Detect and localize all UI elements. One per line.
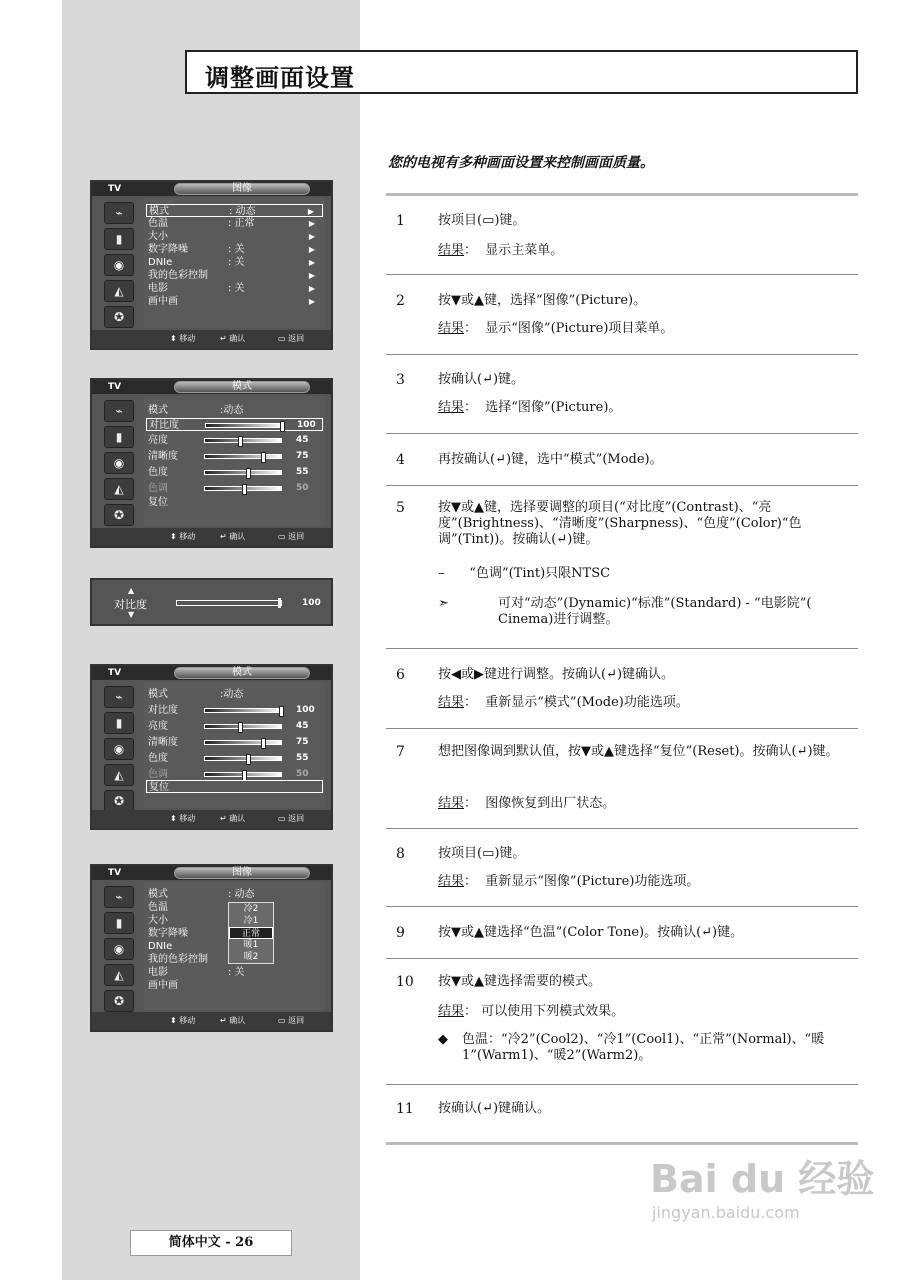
slider-value: 45 bbox=[296, 721, 309, 731]
osd-picture-menu bbox=[90, 180, 333, 350]
slider-label: 色调 bbox=[148, 769, 168, 780]
channel-icon: ◭ bbox=[104, 478, 134, 500]
osd-row[interactable]: 大小 ▶ bbox=[148, 231, 315, 242]
setup-icon: ✪ bbox=[104, 306, 134, 328]
antenna-icon: ⌁ bbox=[104, 886, 134, 908]
osd-row[interactable]: DNIe bbox=[148, 941, 173, 952]
slider-value: 100 bbox=[297, 420, 316, 430]
osd-reset-menu bbox=[90, 664, 333, 830]
slider-label: 清晰度 bbox=[148, 737, 178, 748]
osd-row[interactable]: 画中画 bbox=[148, 980, 178, 991]
slider-label: 色度 bbox=[148, 753, 168, 764]
osd-row[interactable]: 画中画 ▶ bbox=[148, 296, 315, 307]
sound-icon: ◉ bbox=[104, 938, 134, 960]
slider-value: 100 bbox=[296, 705, 315, 715]
channel-icon: ◭ bbox=[104, 280, 134, 302]
up-arrow-icon: ▲ bbox=[128, 586, 135, 595]
color-tone-option[interactable]: 暖2 bbox=[243, 952, 259, 962]
slider-label: 亮度 bbox=[148, 721, 168, 732]
osd-side-icons bbox=[96, 396, 142, 526]
slider-track[interactable] bbox=[204, 740, 282, 745]
slider-track[interactable] bbox=[204, 438, 282, 443]
divider bbox=[386, 433, 858, 434]
osd-side-icons bbox=[96, 198, 142, 328]
single-slider-knob[interactable] bbox=[278, 598, 281, 608]
slider-knob[interactable] bbox=[279, 706, 284, 717]
osd-menu-title: 图像 bbox=[174, 183, 310, 195]
down-arrow-icon: ▼ bbox=[128, 610, 135, 619]
slider-label: 色度 bbox=[148, 467, 168, 478]
antenna-icon: ⌁ bbox=[104, 686, 134, 708]
watermark: Bai du 经验 jingyan.baidu.com bbox=[650, 1157, 875, 1222]
osd-slider-row[interactable] bbox=[146, 720, 323, 733]
picture-icon: ▮ bbox=[104, 228, 134, 250]
osd-row[interactable]: 数字降噪 bbox=[148, 928, 188, 939]
slider-track[interactable] bbox=[204, 454, 282, 459]
osd-slider-row[interactable] bbox=[146, 736, 323, 749]
osd-body bbox=[144, 396, 325, 526]
color-tone-option[interactable]: 正常 bbox=[229, 927, 273, 939]
osd-row[interactable]: 电影 : 关 bbox=[148, 967, 245, 978]
page-footer: 简体中文 - 26 bbox=[130, 1230, 292, 1256]
slider-value: 50 bbox=[296, 483, 309, 493]
channel-icon: ◭ bbox=[104, 764, 134, 786]
divider bbox=[386, 354, 858, 355]
slider-label: 对比度 bbox=[148, 705, 178, 716]
slider-label: 清晰度 bbox=[148, 451, 178, 462]
slider-track[interactable] bbox=[204, 772, 282, 777]
slider-track[interactable] bbox=[204, 470, 282, 475]
osd-side-icons bbox=[96, 682, 142, 808]
slider-value: 75 bbox=[296, 451, 309, 461]
antenna-icon: ⌁ bbox=[104, 400, 134, 422]
osd-mode-row[interactable]: 模式 :动态 bbox=[148, 689, 244, 700]
color-tone-dropdown[interactable] bbox=[228, 902, 274, 964]
slider-knob[interactable] bbox=[238, 436, 243, 447]
divider bbox=[386, 648, 858, 649]
osd-row[interactable]: 色温 : 正常 ▶ bbox=[148, 218, 315, 229]
divider bbox=[386, 1142, 858, 1145]
single-slider-track[interactable] bbox=[176, 600, 282, 606]
setup-icon: ✪ bbox=[104, 504, 134, 526]
osd-row[interactable]: 色温 bbox=[148, 902, 168, 913]
osd-tv-label: TV bbox=[108, 184, 122, 194]
osd-body bbox=[144, 882, 325, 1010]
osd-row[interactable]: 数字降噪 : 关 ▶ bbox=[148, 244, 315, 255]
slider-value: 45 bbox=[296, 435, 309, 445]
slider-knob[interactable] bbox=[246, 468, 251, 479]
divider bbox=[386, 485, 858, 486]
osd-tv-label: TV bbox=[108, 382, 122, 392]
osd-row[interactable]: 电影 : 关 ▶ bbox=[148, 283, 315, 294]
osd-footer: ⬍ 移动 ↵ 确认 ▭ 返回 bbox=[92, 330, 331, 348]
slider-knob[interactable] bbox=[246, 754, 251, 765]
slider-track[interactable] bbox=[205, 423, 283, 428]
slider-knob[interactable] bbox=[261, 452, 266, 463]
osd-reset-row[interactable]: 复位 bbox=[146, 780, 323, 793]
osd-tv-label: TV bbox=[108, 868, 122, 878]
antenna-icon: ⌁ bbox=[104, 202, 134, 224]
osd-row[interactable]: 我的色彩控制 bbox=[148, 954, 208, 965]
page-title-box bbox=[185, 50, 858, 94]
page-title: 调整画面设置 bbox=[205, 63, 355, 92]
sound-icon: ◉ bbox=[104, 254, 134, 276]
osd-row[interactable]: DNIe : 关 ▶ bbox=[148, 257, 315, 268]
osd-slider-row[interactable] bbox=[146, 450, 323, 463]
slider-value: 55 bbox=[296, 467, 309, 477]
intro-text: 您的电视有多种画面设置来控制画面质量。 bbox=[388, 155, 654, 171]
picture-icon: ▮ bbox=[104, 912, 134, 934]
osd-row[interactable]: 模式 : 动态 ▶ bbox=[146, 204, 323, 217]
color-tone-option[interactable]: 冷2 bbox=[243, 904, 259, 914]
color-tone-option[interactable]: 冷1 bbox=[243, 916, 259, 926]
osd-footer: ⬍ 移动 ↵ 确认 ▭ 返回 bbox=[92, 528, 331, 546]
slider-value: 50 bbox=[296, 769, 309, 779]
osd-slider-row[interactable] bbox=[146, 752, 323, 765]
osd-tv-label: TV bbox=[108, 668, 122, 678]
divider bbox=[386, 728, 858, 729]
slider-knob[interactable] bbox=[238, 722, 243, 733]
setup-icon: ✪ bbox=[104, 790, 134, 812]
sound-icon: ◉ bbox=[104, 452, 134, 474]
osd-menu-title: 模式 bbox=[174, 667, 310, 679]
divider bbox=[386, 906, 858, 907]
osd-slider-row[interactable] bbox=[146, 418, 323, 431]
slider-knob[interactable] bbox=[261, 738, 266, 749]
divider bbox=[386, 958, 858, 959]
divider bbox=[386, 828, 858, 829]
osd-reset-row[interactable]: 复位 bbox=[148, 497, 168, 508]
picture-icon: ▮ bbox=[104, 712, 134, 734]
slider-value: 55 bbox=[296, 753, 309, 763]
divider bbox=[386, 274, 858, 275]
single-slider-value: 100 bbox=[302, 598, 321, 608]
color-tone-option[interactable]: 暖1 bbox=[243, 940, 259, 950]
slider-track[interactable] bbox=[204, 708, 282, 713]
osd-footer: ⬍ 移动 ↵ 确认 ▭ 返回 bbox=[92, 810, 331, 828]
divider bbox=[386, 1084, 858, 1085]
osd-slider-row[interactable] bbox=[146, 434, 323, 447]
osd-slider-row[interactable] bbox=[146, 466, 323, 479]
osd-body bbox=[144, 682, 325, 808]
osd-single-slider bbox=[90, 578, 333, 626]
osd-body bbox=[144, 198, 325, 328]
osd-row[interactable]: 大小 bbox=[148, 915, 168, 926]
osd-menu-title: 图像 bbox=[174, 867, 310, 879]
osd-color-tone-menu bbox=[90, 864, 333, 1032]
slider-label: 色调 bbox=[148, 483, 168, 494]
slider-knob[interactable] bbox=[242, 484, 247, 495]
slider-value: 75 bbox=[296, 737, 309, 747]
osd-mode-row[interactable]: 模式 :动态 bbox=[148, 405, 244, 416]
setup-icon: ✪ bbox=[104, 990, 134, 1012]
slider-label: 对比度 bbox=[149, 420, 179, 431]
osd-slider-row[interactable] bbox=[146, 482, 323, 495]
single-slider-label: 对比度 bbox=[114, 598, 147, 611]
slider-label: 亮度 bbox=[148, 435, 168, 446]
osd-side-icons bbox=[96, 882, 142, 1010]
slider-track[interactable] bbox=[204, 756, 282, 761]
channel-icon: ◭ bbox=[104, 964, 134, 986]
slider-track[interactable] bbox=[204, 724, 282, 729]
slider-knob[interactable] bbox=[280, 421, 285, 432]
osd-row[interactable]: 模式 : 动态 bbox=[148, 889, 255, 900]
osd-row[interactable]: 我的色彩控制 ▶ bbox=[148, 270, 315, 281]
divider bbox=[386, 193, 858, 196]
sound-icon: ◉ bbox=[104, 738, 134, 760]
osd-footer: ⬍ 移动 ↵ 确认 ▭ 返回 bbox=[92, 1012, 331, 1030]
picture-icon: ▮ bbox=[104, 426, 134, 448]
slider-track[interactable] bbox=[204, 486, 282, 491]
osd-slider-row[interactable] bbox=[146, 704, 323, 717]
osd-mode-menu bbox=[90, 378, 333, 548]
osd-menu-title: 模式 bbox=[174, 381, 310, 393]
